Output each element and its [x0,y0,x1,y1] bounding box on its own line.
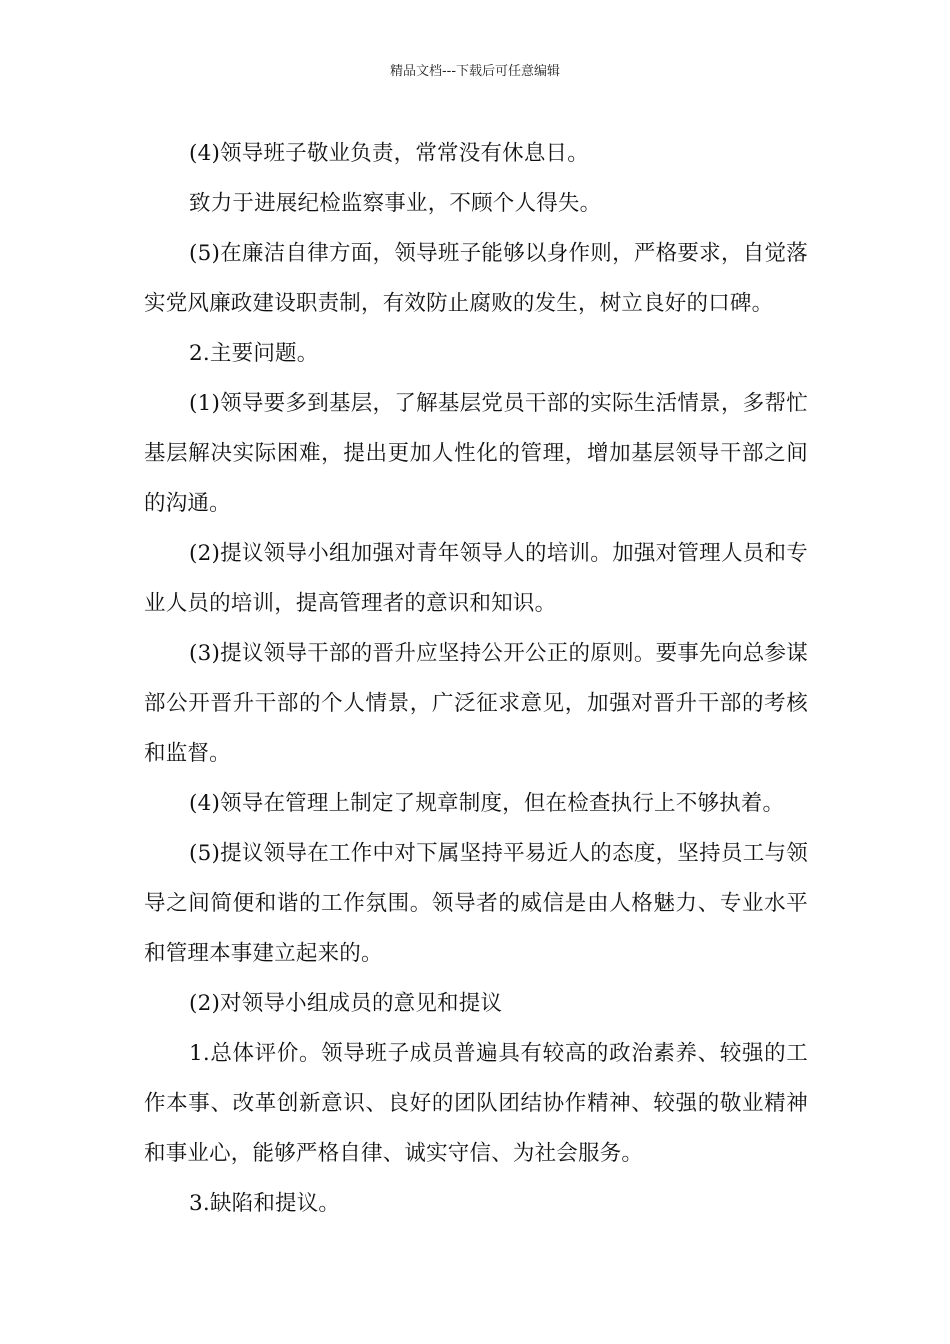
paragraph: (5)在廉洁自律方面，领导班子能够以身作则，严格要求，自觉落实党风廉政建设职责制，有效防止腐败的发生，树立良好的口碑。 [144,241,808,316]
paragraph: (2)对领导小组成员的意见和提议 [189,991,503,1016]
paragraph: (2)提议领导小组加强对青年领导人的培训。加强对管理人员和专业人员的培训，提高管理者的意识和知识。 [144,541,808,616]
paragraph: (3)提议领导干部的晋升应坚持公开公正的原则。要事先向总参谋部公开晋升干部的个人情景，广泛征求意见，加强对晋升干部的考核和监督。 [144,641,808,766]
paragraph: 致力于进展纪检监察事业，不顾个人得失。 [189,191,602,216]
document-body [144,129,808,1229]
paragraph: 2.主要问题。 [189,341,319,366]
paragraph: 3.缺陷和提议。 [189,1191,341,1216]
page-header: 精品文档---下载后可任意编辑 [389,64,561,79]
paragraph: (4)领导班子敬业负责，常常没有休息日。 [189,141,589,166]
paragraph: (5)提议领导在工作中对下属坚持平易近人的态度，坚持员工与领导之间简便和谐的工作氛围。领导者的威信是由人格魅力、专业水平和管理本事建立起来的。 [144,841,808,966]
paragraph: 1.总体评价。领导班子成员普遍具有较高的政治素养、较强的工作本事、改革创新意识、良好的团队团结协作精神、较强的敬业精神和事业心，能够严格自律、诚实守信、为社会服务。 [144,1041,808,1166]
paragraph: (4)领导在管理上制定了规章制度，但在检查执行上不够执着。 [189,791,785,816]
paragraph: (1)领导要多到基层，了解基层党员干部的实际生活情景，多帮忙基层解决实际困难，提出更加人性化的管理，增加基层领导干部之间的沟通。 [144,391,808,516]
